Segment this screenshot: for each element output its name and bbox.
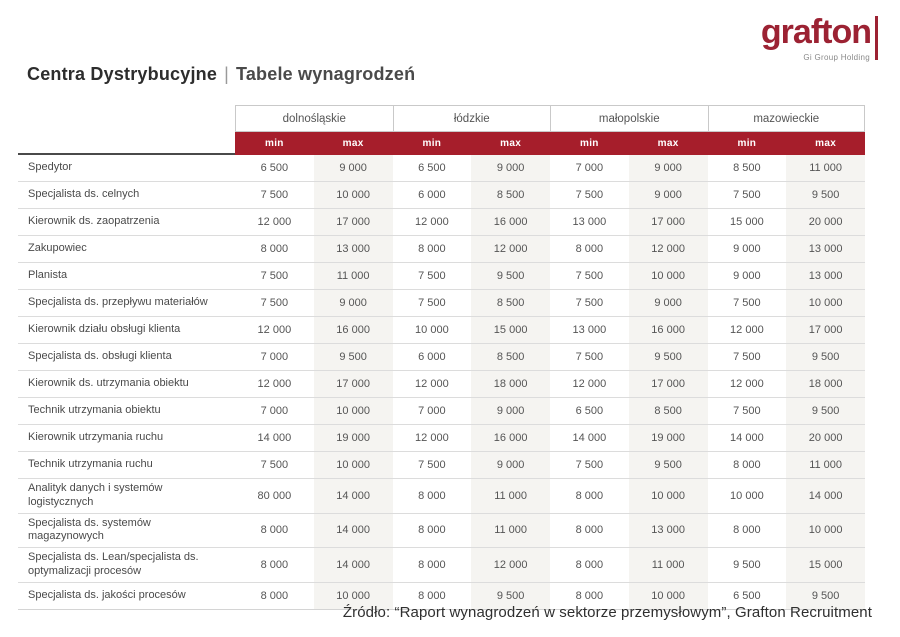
salary-min-cell: 7 500: [575, 189, 604, 201]
salary-max-cell: 8 500: [629, 398, 708, 424]
salary-min-cell: 6 500: [418, 162, 446, 174]
job-title-cell: Specjalista ds. celnych: [28, 188, 140, 201]
salary-min-cell: 7 500: [733, 189, 761, 201]
minmax-header-cell: min: [708, 132, 787, 155]
salary-min-cell: 8 000: [260, 524, 289, 537]
salary-min-cell: 8 000: [418, 243, 446, 255]
salary-min-cell: 12 000: [415, 432, 449, 444]
minmax-header-cell: min: [235, 132, 314, 155]
page-title-secondary: Tabele wynagrodzeń: [235, 64, 416, 84]
salary-min-cell: 14 000: [257, 432, 292, 444]
salary-max-cell: 9 000: [471, 398, 550, 424]
salary-min-cell: 8 000: [418, 524, 446, 537]
salary-min-cell: 8 000: [575, 589, 604, 602]
salary-max-cell: 9 500: [786, 398, 865, 424]
job-title-cell: Specjalista ds. jakości procesów: [28, 588, 186, 601]
salary-min-cell: 15 000: [730, 216, 764, 228]
table-row: [18, 371, 865, 398]
salary-min-cell: 12 000: [257, 378, 292, 390]
salary-min-cell: 8 000: [575, 558, 604, 571]
minmax-header-cell: max: [629, 132, 708, 155]
salary-max-cell: 16 000: [471, 425, 550, 451]
job-title-cell: Specjalista ds. obsługi klienta: [28, 350, 172, 363]
salary-min-cell: 7 500: [575, 459, 604, 471]
minmax-header-cell: max: [471, 132, 550, 155]
salary-min-cell: 13 000: [572, 324, 607, 336]
salary-max-cell: 10 000: [629, 583, 708, 609]
salary-max-cell: 19 000: [314, 425, 393, 451]
table-row: [18, 182, 865, 209]
salary-min-cell: 8 000: [260, 589, 289, 602]
salary-max-cell: 11 000: [471, 514, 550, 548]
salary-max-cell: 17 000: [314, 371, 393, 397]
salary-min-cell: 8 000: [575, 489, 604, 502]
region-header-mazowieckie: mazowieckie: [708, 105, 866, 132]
source-note: Źródło: “Raport wynagrodzeń w sektorze przemysłowym”, Grafton Recruitment: [342, 604, 872, 621]
table-row: [18, 514, 865, 549]
salary-max-cell: 11 000: [471, 479, 550, 513]
salary-min-cell: 7 500: [260, 459, 289, 471]
salary-min-cell: 7 500: [575, 351, 604, 363]
salary-min-cell: 10 000: [730, 489, 764, 502]
salary-min-cell: 8 000: [733, 459, 761, 471]
salary-max-cell: 20 000: [786, 209, 865, 235]
job-title-cell: Planista: [28, 269, 68, 282]
job-title-cell: Zakupowiec: [28, 242, 87, 255]
salary-max-cell: 18 000: [786, 371, 865, 397]
table-row: [18, 263, 865, 290]
salary-max-cell: 16 000: [314, 317, 393, 343]
salary-max-cell: 9 000: [471, 452, 550, 478]
salary-min-cell: 12 000: [415, 378, 449, 390]
salary-max-cell: 14 000: [314, 548, 393, 582]
logo-subtitle: Gi Group Holding: [803, 53, 870, 62]
salary-min-cell: 12 000: [572, 378, 607, 390]
salary-max-cell: 10 000: [314, 452, 393, 478]
salary-max-cell: 12 000: [471, 548, 550, 582]
salary-max-cell: 11 000: [629, 548, 708, 582]
salary-max-cell: 16 000: [629, 317, 708, 343]
salary-max-cell: 12 000: [629, 236, 708, 262]
page-title-separator: |: [224, 64, 229, 84]
salary-min-cell: 12 000: [730, 378, 764, 390]
salary-max-cell: 9 500: [786, 344, 865, 370]
salary-max-cell: 14 000: [314, 514, 393, 548]
salary-min-cell: 7 500: [418, 270, 446, 282]
salary-min-cell: 7 000: [575, 162, 604, 174]
salary-min-cell: 8 000: [733, 524, 761, 537]
job-title-cell: Spedytor: [28, 161, 73, 174]
table-row: [18, 425, 865, 452]
salary-max-cell: 9 000: [314, 155, 393, 181]
salary-min-cell: 7 500: [418, 297, 446, 309]
salary-min-cell: 7 000: [260, 351, 289, 363]
salary-min-cell: 6 000: [418, 189, 446, 201]
salary-min-cell: 7 500: [260, 189, 289, 201]
salary-min-cell: 10 000: [415, 324, 449, 336]
salary-max-cell: 14 000: [786, 479, 865, 513]
salary-max-cell: 9 000: [629, 182, 708, 208]
salary-max-cell: 8 500: [471, 182, 550, 208]
salary-max-cell: 12 000: [471, 236, 550, 262]
salary-max-cell: 9 500: [629, 344, 708, 370]
salary-min-cell: 7 500: [575, 297, 604, 309]
job-title-cell: Specjalista ds. systemów magazynowych: [28, 516, 151, 543]
table-row: [18, 398, 865, 425]
salary-min-cell: 12 000: [730, 324, 764, 336]
salary-max-cell: 9 500: [786, 182, 865, 208]
salary-min-cell: 6 500: [733, 589, 761, 602]
salary-min-cell: 7 500: [260, 270, 289, 282]
salary-min-cell: 9 500: [733, 558, 761, 571]
table-row: [18, 209, 865, 236]
salary-max-cell: 19 000: [629, 425, 708, 451]
job-title-cell: Specjalista ds. przepływu materiałów: [28, 296, 208, 309]
salary-max-cell: 9 500: [471, 583, 550, 609]
salary-max-cell: 17 000: [786, 317, 865, 343]
salary-min-cell: 13 000: [572, 216, 607, 228]
salary-max-cell: 10 000: [786, 290, 865, 316]
table-row: [18, 344, 865, 371]
salary-max-cell: 10 000: [314, 398, 393, 424]
job-title-cell: Technik utrzymania ruchu: [28, 458, 153, 471]
region-header-spacer: [18, 105, 235, 132]
table-row: [18, 452, 865, 479]
minmax-header-cell: max: [314, 132, 393, 155]
job-title-cell: Technik utrzymania obiektu: [28, 404, 161, 417]
region-header-row: [18, 105, 865, 132]
salary-max-cell: 10 000: [314, 182, 393, 208]
salary-max-cell: 11 000: [314, 263, 393, 289]
salary-min-cell: 80 000: [257, 489, 292, 502]
salary-max-cell: 11 000: [786, 452, 865, 478]
salary-max-cell: 8 500: [471, 344, 550, 370]
salary-max-cell: 13 000: [314, 236, 393, 262]
table-row: [18, 155, 865, 182]
job-title-cell: Kierownik utrzymania ruchu: [28, 431, 164, 444]
salary-min-cell: 7 500: [733, 405, 761, 417]
region-header-lodzkie: łódzkie: [393, 105, 551, 132]
logo-wordmark: grafton: [760, 13, 871, 51]
salary-min-cell: 6 000: [418, 351, 446, 363]
job-title-cell: Kierownik ds. zaopatrzenia: [28, 215, 160, 228]
table-body: [18, 155, 865, 610]
salary-min-cell: 14 000: [572, 432, 607, 444]
table-row: [18, 236, 865, 263]
salary-max-cell: 17 000: [629, 371, 708, 397]
minmax-header-cell: max: [786, 132, 865, 155]
table-row: [18, 479, 865, 514]
salary-min-cell: 9 000: [733, 270, 761, 282]
salary-max-cell: 14 000: [314, 479, 393, 513]
salary-max-cell: 13 000: [786, 263, 865, 289]
salary-max-cell: 16 000: [471, 209, 550, 235]
salary-min-cell: 12 000: [415, 216, 449, 228]
job-title-cell: Kierownik działu obsługi klienta: [28, 323, 181, 336]
salary-max-cell: 9 000: [471, 155, 550, 181]
salary-min-cell: 8 000: [260, 243, 289, 255]
salary-max-cell: 9 000: [629, 155, 708, 181]
salary-max-cell: 13 000: [786, 236, 865, 262]
table-row: [18, 548, 865, 583]
salary-min-cell: 6 500: [575, 405, 604, 417]
salary-max-cell: 10 000: [629, 263, 708, 289]
salary-max-cell: 15 000: [786, 548, 865, 582]
minmax-header-row: [18, 132, 865, 155]
salary-max-cell: 9 500: [786, 583, 865, 609]
region-header-dolnoslaskie: dolnośląskie: [235, 105, 393, 132]
salary-min-cell: 8 000: [418, 589, 446, 602]
salary-max-cell: 15 000: [471, 317, 550, 343]
salary-min-cell: 14 000: [730, 432, 764, 444]
salary-table: [18, 105, 865, 610]
salary-min-cell: 7 000: [260, 405, 289, 417]
salary-max-cell: 10 000: [786, 514, 865, 548]
salary-max-cell: 10 000: [314, 583, 393, 609]
salary-max-cell: 20 000: [786, 425, 865, 451]
logo-bar-icon: [875, 16, 878, 60]
salary-min-cell: 7 500: [733, 351, 761, 363]
salary-min-cell: 7 500: [733, 297, 761, 309]
salary-max-cell: 10 000: [629, 479, 708, 513]
salary-max-cell: 9 500: [629, 452, 708, 478]
salary-max-cell: 8 500: [471, 290, 550, 316]
salary-min-cell: 7 500: [575, 270, 604, 282]
table-row: [18, 290, 865, 317]
job-title-cell: Kierownik ds. utrzymania obiektu: [28, 377, 189, 390]
job-title-cell: Analityk danych i systemów logistycznych: [28, 482, 163, 508]
salary-max-cell: 11 000: [786, 155, 865, 181]
minmax-header-cell: min: [393, 132, 472, 155]
salary-min-cell: 12 000: [257, 324, 292, 336]
salary-max-cell: 18 000: [471, 371, 550, 397]
salary-max-cell: 17 000: [314, 209, 393, 235]
salary-min-cell: 8 000: [575, 524, 604, 537]
salary-min-cell: 9 000: [733, 243, 761, 255]
salary-max-cell: 9 000: [629, 290, 708, 316]
salary-min-cell: 7 500: [418, 459, 446, 471]
table-row: [18, 317, 865, 344]
salary-max-cell: 9 500: [314, 344, 393, 370]
job-column-header: [18, 132, 235, 155]
salary-max-cell: 13 000: [629, 514, 708, 548]
page-title-primary: Centra Dystrybucyjne: [27, 64, 218, 84]
page-title: [27, 64, 415, 85]
salary-max-cell: 9 500: [471, 263, 550, 289]
job-title-cell: Specjalista ds. Lean/specjalista ds. optymalizacji procesów: [28, 551, 199, 577]
salary-min-cell: 6 500: [260, 162, 289, 174]
salary-min-cell: 8 000: [418, 489, 446, 502]
salary-min-cell: 8 000: [260, 558, 289, 571]
salary-min-cell: 7 000: [418, 405, 446, 417]
grafton-logo: [760, 13, 878, 62]
salary-min-cell: 8 000: [575, 243, 604, 255]
salary-min-cell: 7 500: [260, 297, 289, 309]
salary-max-cell: 9 000: [314, 290, 393, 316]
minmax-header-cell: min: [550, 132, 629, 155]
salary-min-cell: 8 500: [733, 162, 761, 174]
salary-min-cell: 8 000: [418, 558, 446, 571]
salary-max-cell: 17 000: [629, 209, 708, 235]
salary-min-cell: 12 000: [257, 216, 292, 228]
region-header-malopolskie: małopolskie: [550, 105, 708, 132]
